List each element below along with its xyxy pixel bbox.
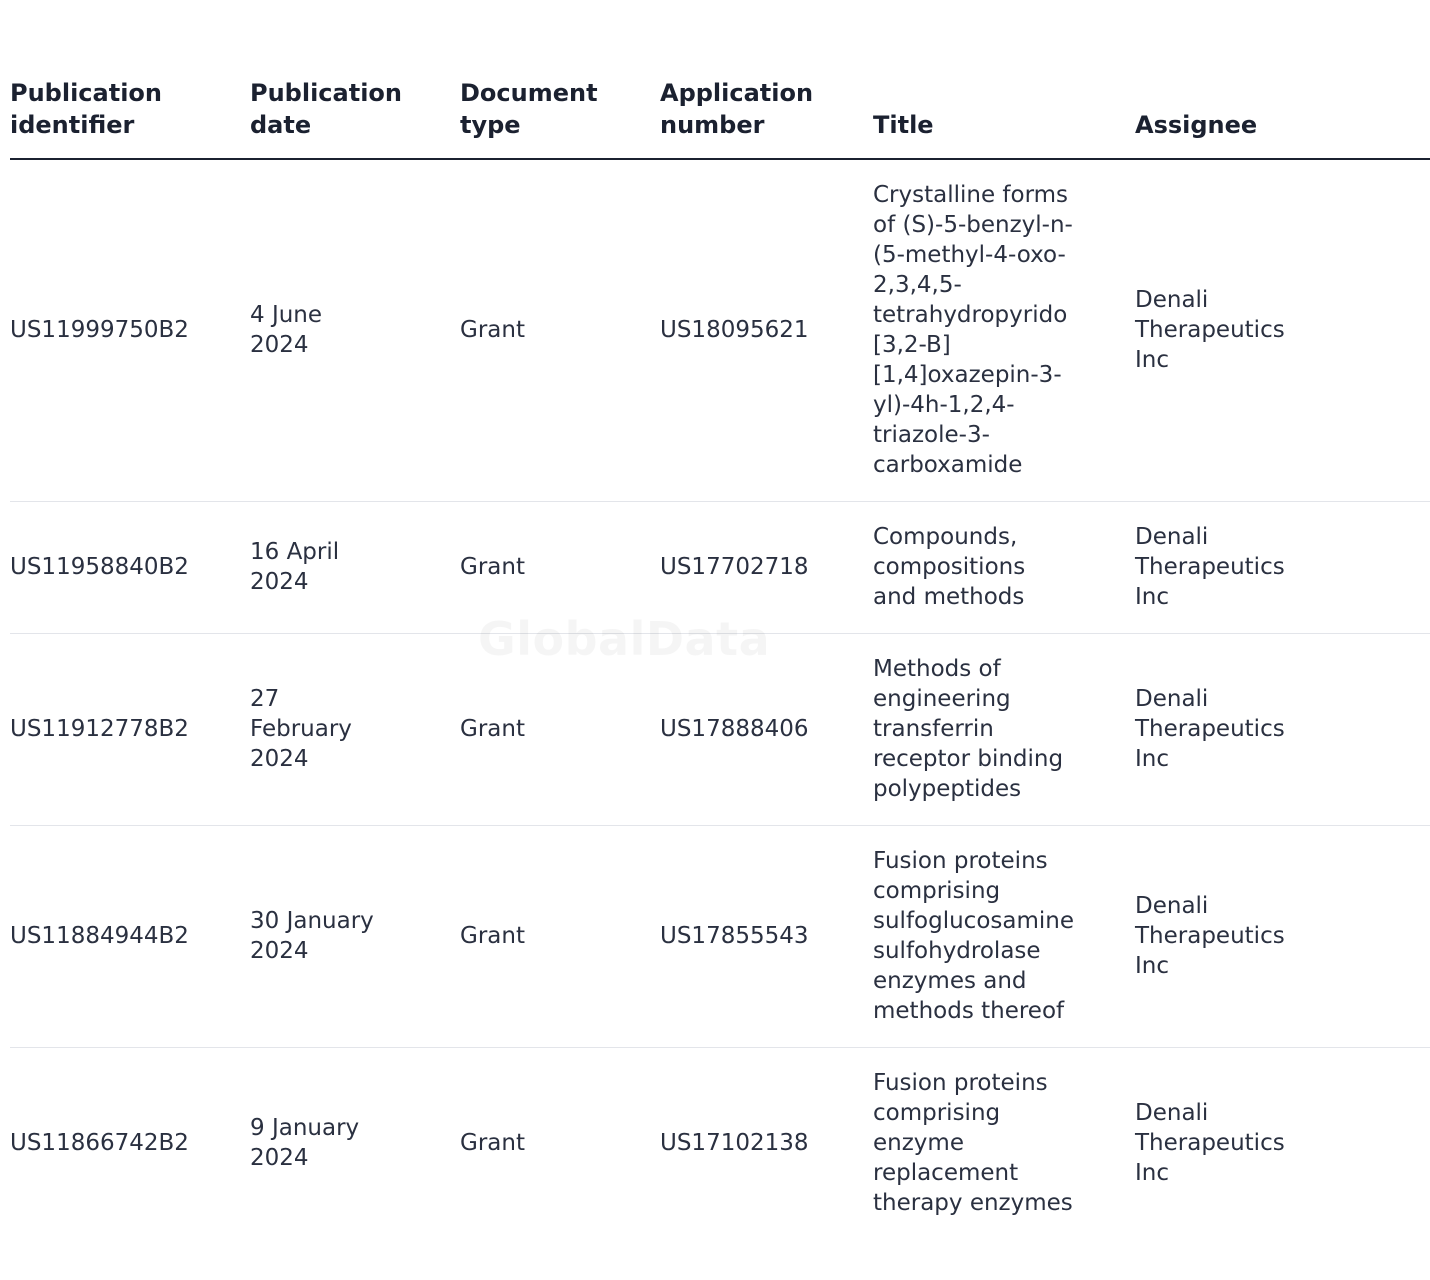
title-text: Fusion proteins comprising enzyme replacement therapy enzymes (873, 1070, 1073, 1217)
cell-document-type: Grant (460, 633, 660, 825)
assignee-text: Denali Therapeutics Inc (1135, 1100, 1285, 1187)
title-text: Compounds, compositions and methods (873, 524, 1026, 610)
cell-application-number: US18095621 (660, 159, 873, 501)
cell-title (873, 1047, 1135, 1239)
patents-table (10, 0, 1430, 1239)
table-header (10, 0, 1430, 159)
cell-title (873, 501, 1135, 633)
title-text: Fusion proteins comprising sulfoglucosamine sulfohydrolase enzymes and methods thereof (873, 848, 1075, 1024)
cell-assignee (1135, 159, 1430, 501)
cell-document-type: Grant (460, 1130, 525, 1157)
cell-title (873, 825, 1135, 1047)
header-application-number: Application number (660, 0, 873, 159)
cell-publication-date (250, 159, 460, 501)
title-text: Methods of engineering transferrin receptor binding polypeptides (873, 656, 1064, 802)
cell-publication-date (250, 633, 460, 825)
assignee-text: Denali Therapeutics Inc (1135, 893, 1285, 979)
cell-document-type: Grant (460, 501, 660, 633)
cell-application-number: US17855543 (660, 825, 873, 1047)
assignee-text: Denali Therapeutics Inc (1135, 524, 1285, 610)
publication-date-text: 9 January 2024 (250, 1115, 360, 1172)
table-row (10, 159, 1430, 501)
assignee-text: Denali Therapeutics Inc (1135, 686, 1285, 772)
cell-application-number: US17702718 (660, 501, 873, 633)
publication-date-text: 27 February 2024 (250, 686, 352, 772)
cell-publication-identifier: US11884944B2 (10, 825, 250, 1047)
cell-publication-identifier: US11999750B2 (10, 159, 250, 501)
header-title: Title (873, 0, 1135, 159)
patents-table-container (10, 0, 1285, 1280)
table-body (10, 159, 1430, 1239)
cell-publication-date (250, 501, 460, 633)
table-row (10, 825, 1430, 1047)
cell-application-number: US17102138 (660, 1130, 809, 1157)
cell-document-type: Grant (460, 159, 660, 501)
cell-publication-date (250, 1047, 460, 1239)
assignee-text: Denali Therapeutics Inc (1135, 287, 1285, 374)
header-publication-date: Publication date (250, 0, 460, 159)
publication-date-text: 16 April 2024 (250, 539, 340, 595)
header-publication-identifier: Publication identifier (10, 0, 250, 159)
cell-application-number: US17888406 (660, 633, 873, 825)
publication-date-text: 4 June 2024 (250, 302, 323, 359)
header-assignee: Assignee (1135, 0, 1430, 159)
table-row (10, 1047, 1430, 1239)
cell-publication-identifier: US11912778B2 (10, 633, 250, 825)
header-document-type: Document type (460, 0, 660, 159)
title-text: Crystalline forms of (S)-5-benzyl-n-(5-methyl-4-oxo-2,3,4,5-tetrahydropyrido [3,2-B] [1,4]oxazepin-3-yl)-4h-1,2,4-triazole-3-carboxamide (873, 182, 1073, 479)
table-row (10, 501, 1430, 633)
publication-date-text: 30 January 2024 (250, 908, 374, 964)
cell-assignee (1135, 825, 1430, 1047)
cell-assignee (1135, 633, 1430, 825)
cell-publication-identifier: US11866742B2 (10, 1130, 189, 1157)
cell-assignee (1135, 501, 1430, 633)
cell-assignee (1135, 1047, 1430, 1239)
cell-document-type: Grant (460, 825, 660, 1047)
cell-title (873, 159, 1135, 501)
cell-title (873, 633, 1135, 825)
table-row (10, 633, 1430, 825)
cell-publication-identifier: US11958840B2 (10, 501, 250, 633)
cell-publication-date (250, 825, 460, 1047)
header-row (10, 0, 1430, 159)
